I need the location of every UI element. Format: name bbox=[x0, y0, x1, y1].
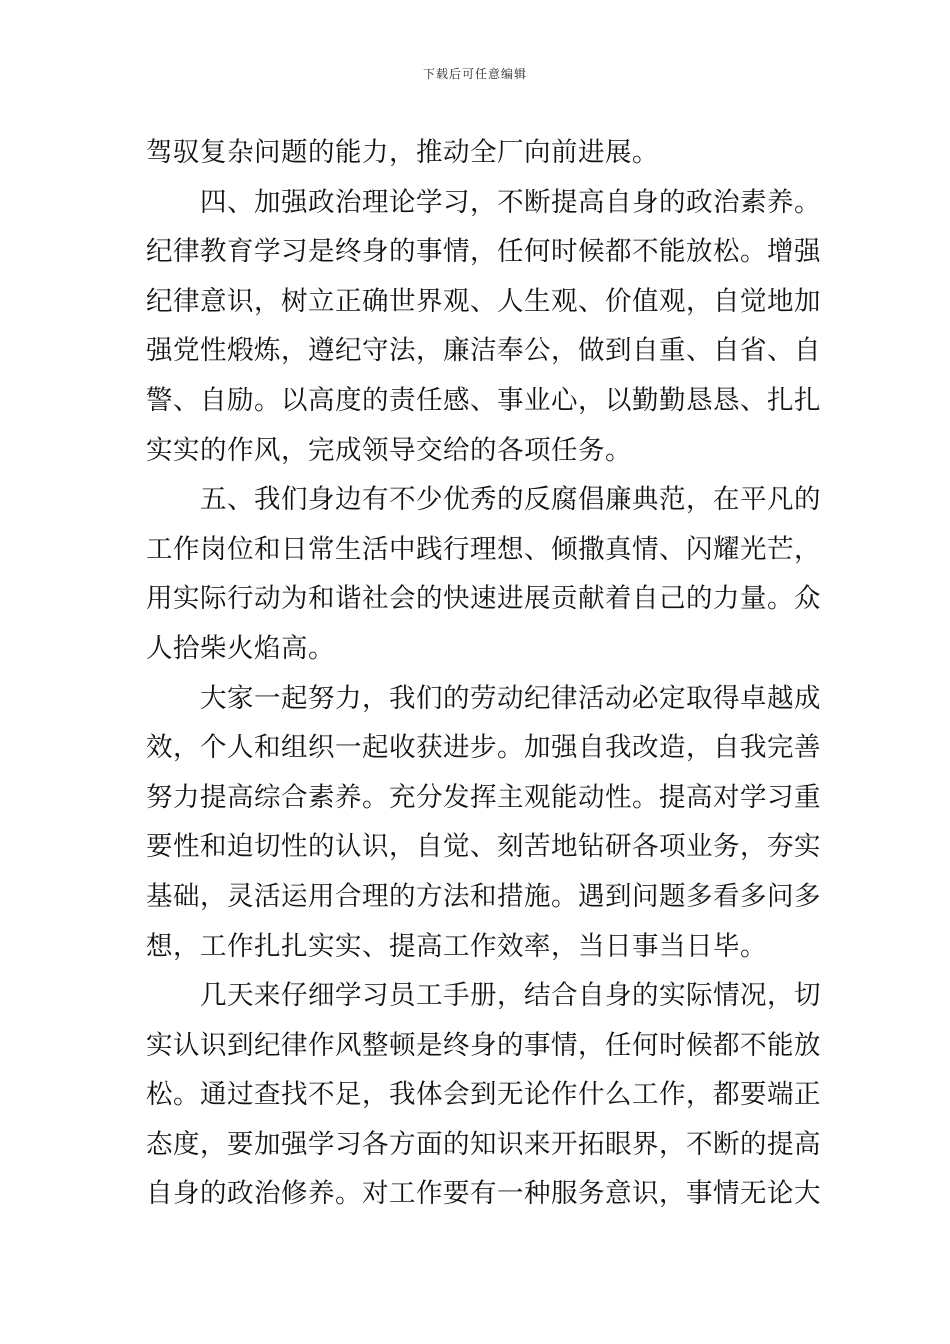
text-line: 实实的作风，完成领导交给的各项任务。 bbox=[146, 434, 632, 466]
text-line: 基础，灵活运用合理的方法和措施。遇到问题多看多问多 bbox=[146, 880, 821, 912]
text-line: 警、自励。以高度的责任感、事业心，以勤勤恳恳、扎扎 bbox=[146, 384, 821, 416]
paragraph-start-line: 四、加强政治理论学习，不断提高自身的政治素养。 bbox=[200, 186, 821, 218]
paragraph-start-line: 大家一起努力，我们的劳动纪律活动必定取得卓越成 bbox=[200, 682, 821, 714]
text-line: 实认识到纪律作风整顿是终身的事情，任何时候都不能放 bbox=[146, 1029, 821, 1061]
text-line: 想，工作扎扎实实、提高工作效率，当日事当日毕。 bbox=[146, 930, 767, 962]
text-line: 努力提高综合素养。充分发挥主观能动性。提高对学习重 bbox=[146, 781, 821, 813]
page-header: 下载后可任意编辑 bbox=[422, 67, 527, 81]
text-line: 强党性煅炼，遵纪守法，廉洁奉公，做到自重、自省、自 bbox=[146, 335, 821, 367]
text-line: 工作岗位和日常生活中践行理想、倾撒真情、闪耀光芒， bbox=[146, 533, 821, 565]
text-line: 人拾柴火焰高。 bbox=[146, 632, 335, 664]
text-line: 要性和迫切性的认识，自觉、刻苦地钻研各项业务，夯实 bbox=[146, 831, 821, 863]
text-line: 用实际行动为和谐社会的快速进展贡献着自己的力量。众 bbox=[146, 583, 821, 615]
text-line: 纪律意识，树立正确世界观、人生观、价值观，自觉地加 bbox=[146, 285, 821, 317]
paragraph-start-line: 几天来仔细学习员工手册，结合自身的实际情况，切 bbox=[200, 980, 821, 1012]
paragraph-start-line: 五、我们身边有不少优秀的反腐倡廉典范，在平凡的 bbox=[200, 484, 821, 516]
text-line: 驾驭复杂问题的能力，推动全厂向前进展。 bbox=[146, 137, 659, 168]
text-line: 效，个人和组织一起收获进步。加强自我改造，自我完善 bbox=[146, 732, 821, 764]
text-line: 纪律教育学习是终身的事情，任何时候都不能放松。增强 bbox=[146, 236, 821, 268]
text-line: 自身的政治修养。对工作要有一种服务意识，事情无论大 bbox=[146, 1178, 821, 1210]
text-line: 松。通过查找不足，我体会到无论作什么工作，都要端正 bbox=[146, 1079, 821, 1111]
text-line: 态度，要加强学习各方面的知识来开拓眼界，不断的提高 bbox=[146, 1128, 821, 1160]
document-body bbox=[146, 128, 821, 1219]
